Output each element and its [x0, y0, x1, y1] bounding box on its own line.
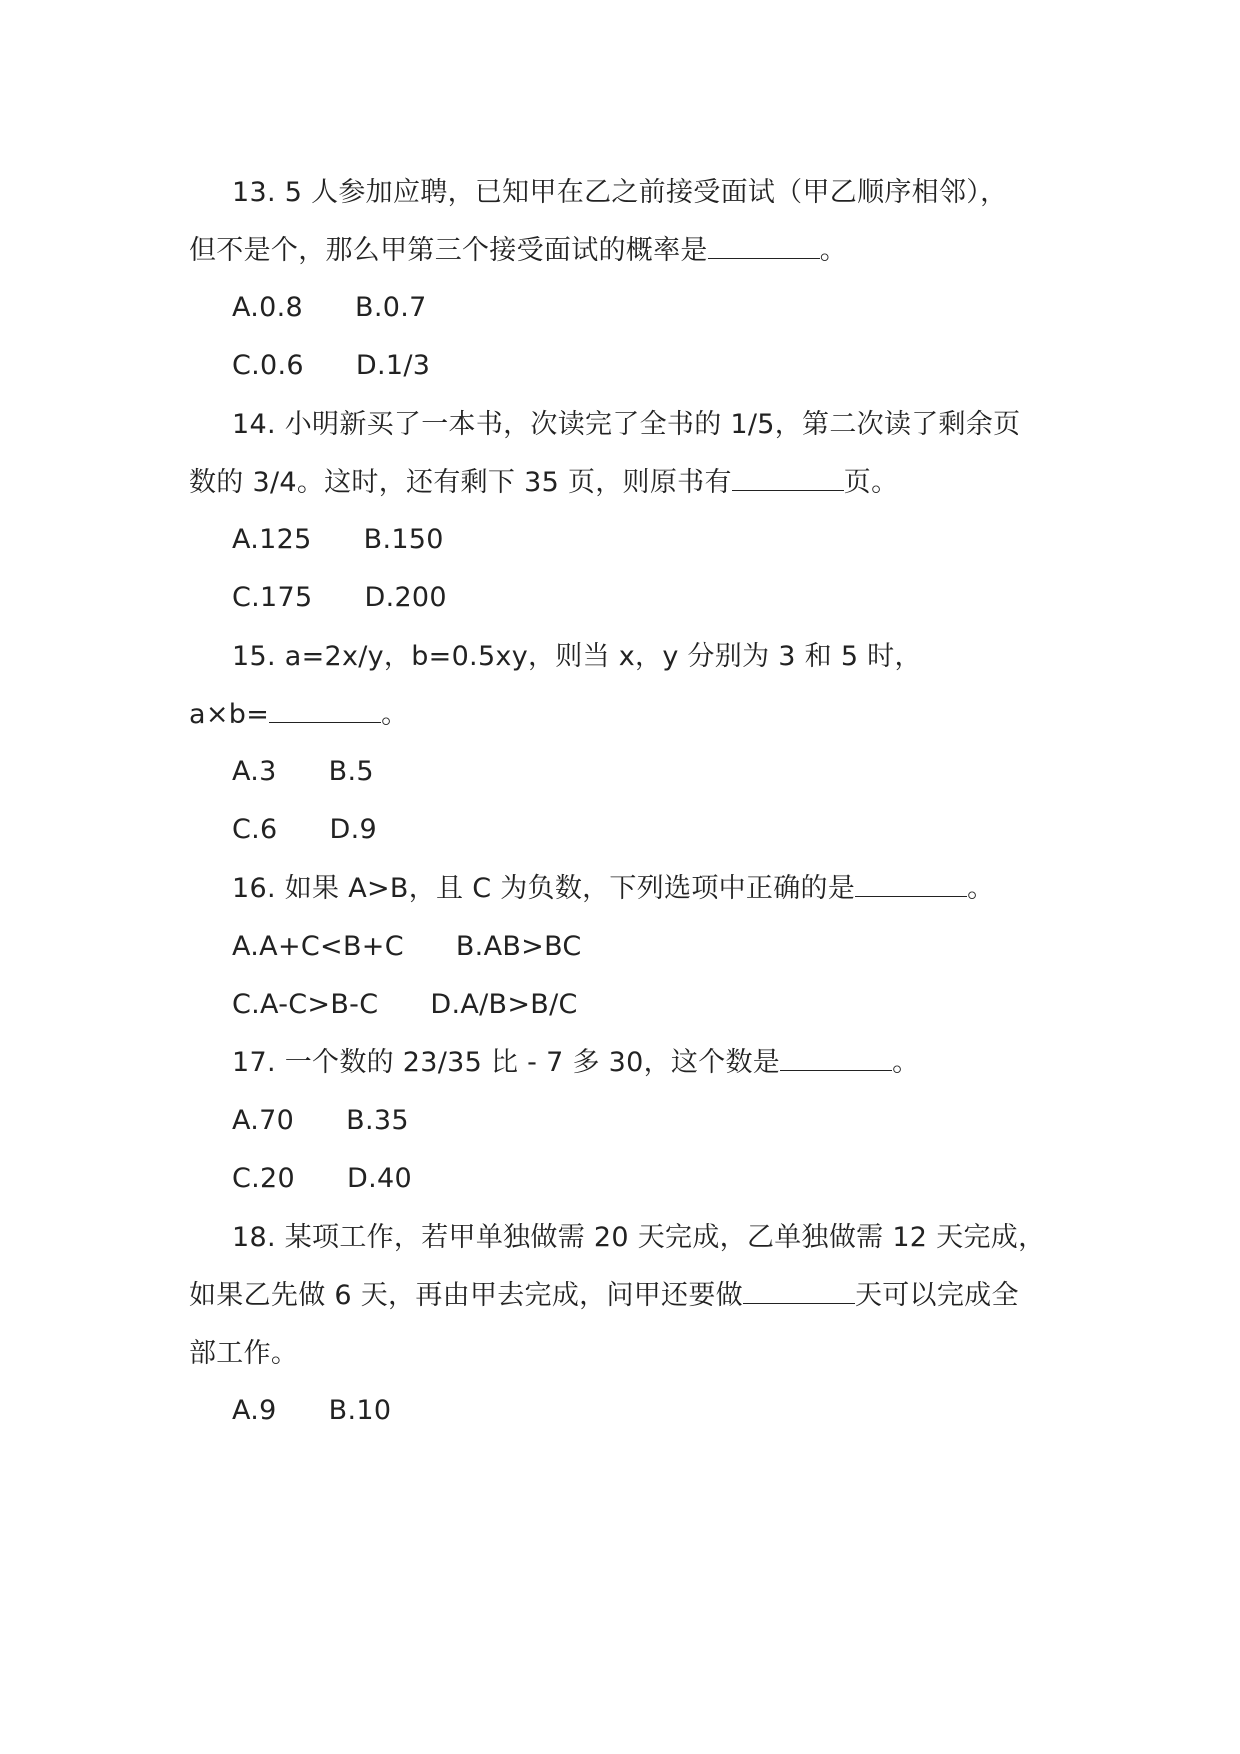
q15-stem-line1: 15. a=2x/y，b=0.5xy，则当 x，y 分别为 3 和 5 时，: [232, 641, 922, 672]
q15-options-cd: [232, 812, 377, 848]
q15-stem-text: a×b=: [189, 699, 270, 730]
q13-option-d: D.1/3: [355, 350, 431, 381]
q14-option-c: C.175: [232, 582, 313, 613]
q14-stem-end: 页。: [843, 467, 899, 498]
q15-option-d: D.9: [329, 814, 377, 845]
q14-options-ab: [232, 522, 444, 558]
q17-stem-line1: [232, 1045, 919, 1081]
q14-stem-line1: 14. 小明新买了一本书，次读完了全书的 1/5，第二次读了剩余页: [232, 409, 1021, 440]
q18-stem-text: 如果乙先做 6 天，再由甲去完成，问甲还要做: [189, 1280, 743, 1311]
q13-option-c: C.0.6: [232, 350, 304, 381]
q16-stem-text: 16. 如果 A>B，且 C 为负数，下列选项中正确的是: [232, 873, 856, 904]
q15-option-b: B.5: [328, 756, 374, 787]
q13-answer-blank: [708, 234, 820, 259]
q16-option-b: B.AB>BC: [455, 931, 582, 962]
q16-option-d: D.A/B>B/C: [430, 989, 578, 1020]
q14-options-cd: [232, 580, 447, 616]
q16-options-cd: [232, 987, 578, 1023]
q14-option-d: D.200: [364, 582, 447, 613]
q17-option-d: D.40: [347, 1163, 412, 1194]
q17-options-ab: [232, 1103, 409, 1139]
q16-option-c: C.A-C>B-C: [232, 989, 379, 1020]
q13-options-ab: [232, 290, 427, 326]
q15-option-a: A.3: [232, 756, 277, 787]
q18-answer-blank: [743, 1279, 855, 1304]
q13-options-cd: [232, 348, 430, 384]
q15-option-c: C.6: [232, 814, 278, 845]
q13-stem-line1: 13. 5 人参加应聘，已知甲在乙之前接受面试（甲乙顺序相邻），: [232, 177, 1008, 208]
q16-option-a: A.A+C<B+C: [232, 931, 404, 962]
q16-options-ab: [232, 929, 582, 965]
q13-stem-end: 。: [819, 235, 848, 266]
q16-stem-end: 。: [967, 873, 995, 904]
q18-options-ab: [232, 1393, 391, 1429]
q14-option-a: A.125: [232, 524, 312, 555]
q18-stem-cont: 天可以完成全: [854, 1280, 1019, 1311]
q17-stem-end: 。: [892, 1047, 920, 1078]
q18-option-a: A.9: [232, 1395, 277, 1426]
q14-stem-line2: [189, 465, 898, 501]
q13-option-b: B.0.7: [355, 292, 427, 323]
q14-answer-blank: [732, 466, 844, 491]
q18-stem-line3: 部工作。: [189, 1338, 299, 1369]
q13-stem-line2: [189, 233, 847, 269]
q15-answer-blank: [269, 698, 381, 723]
q15-options-ab: [232, 754, 374, 790]
q17-stem-text: 17. 一个数的 23/35 比 - 7 多 30，这个数是: [232, 1047, 781, 1078]
q17-option-c: C.20: [232, 1163, 295, 1194]
q18-stem-line1: 18. 某项工作，若甲单独做需 20 天完成，乙单独做需 12 天完成，: [232, 1222, 1046, 1253]
q18-option-b: B.10: [328, 1395, 392, 1426]
q15-stem-end: 。: [381, 699, 409, 730]
q16-stem-line1: [232, 871, 994, 907]
q17-answer-blank: [780, 1046, 892, 1071]
q13-option-a: A.0.8: [232, 292, 304, 323]
q17-option-b: B.35: [346, 1105, 409, 1136]
q17-options-cd: [232, 1161, 412, 1197]
q17-option-a: A.70: [232, 1105, 295, 1136]
q16-answer-blank: [855, 872, 967, 897]
q18-stem-line2: [189, 1278, 1019, 1314]
q14-stem-text: 数的 3/4。这时，还有剩下 35 页，则原书有: [189, 467, 732, 498]
q13-stem-text: 但不是个，那么甲第三个接受面试的概率是: [189, 235, 708, 266]
q15-stem-line2: [189, 697, 408, 733]
q14-option-b: B.150: [363, 524, 444, 555]
